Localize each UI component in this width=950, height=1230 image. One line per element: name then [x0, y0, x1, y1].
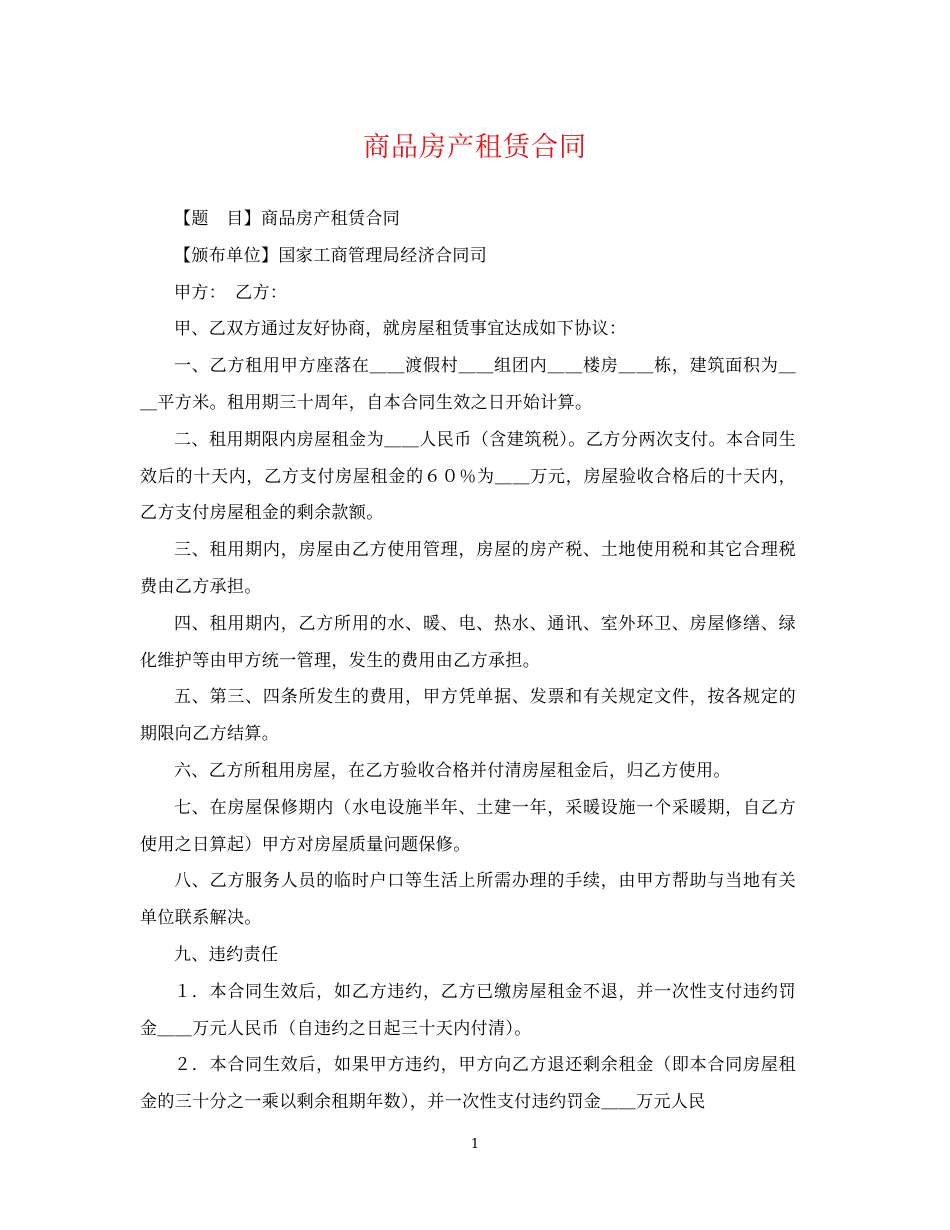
paragraph-preamble: 甲、乙双方通过友好协商，就房屋租赁事宜达成如下协议：	[174, 319, 627, 340]
paragraph-clause-5: 五、第三、四条所发生的费用，甲方凭单据、发票和有关规定文件，按各规定的期限向乙方结算。	[140, 687, 796, 745]
paragraph-clause-8: 八、乙方服务人员的临时户口等生活上所需办理的手续，由甲方帮助与当地有关单位联系解决。	[140, 871, 796, 929]
paragraph-clause-3: 三、租用期内，房屋由乙方使用管理，房屋的房产税、土地使用税和其它合理税费由乙方承担。	[140, 540, 796, 597]
paragraph-clause-6: 六、乙方所租用房屋，在乙方验收合格并付清房屋租金后，归乙方使用。	[174, 760, 731, 781]
paragraph-clause-2: 二、租用期限内房屋租金为＿＿人民币（含建筑税）。乙方分两次支付。本合同生效后的十天内，乙方支付房屋租金的６０％为＿＿万元，房屋验收合格后的十天内，乙方支付房屋租金的剩余款额。	[140, 429, 796, 524]
document-body	[140, 201, 796, 1121]
paragraph-clause-4: 四、租用期内，乙方所用的水、暖、电、热水、通讯、室外环卫、房屋修缮、绿化维护等由甲方统一管理，发生的费用由乙方承担。	[140, 613, 796, 671]
paragraph-clause-9-heading: 九、违约责任	[174, 944, 279, 965]
page-number: 1	[470, 1137, 480, 1152]
paragraph-clause-7: 七、在房屋保修期内（水电设施半年、土建一年，采暖设施一个采暖期，自乙方使用之日算起）甲方对房屋质量问题保修。	[140, 797, 796, 855]
paragraph-issuer: 【颁布单位】国家工商管理局经济合同司	[174, 245, 488, 266]
paragraph-subject: 【题 目】商品房产租赁合同	[174, 209, 401, 229]
paragraph-clause-9-item-2: ２．本合同生效后，如果甲方违约，甲方向乙方退还剩余租金（即本合同房屋租金的三十分之一乘以剩余租期年数），并一次性支付违约罚金＿＿万元人民	[140, 1055, 796, 1113]
paragraph-parties: 甲方： 乙方：	[174, 282, 288, 303]
paragraph-clause-9-item-1: １．本合同生效后，如乙方违约，乙方已缴房屋租金不退，并一次性支付违约罚金＿＿万元人民币（自违约之日起三十天内付清）。	[140, 981, 796, 1039]
document-title: 商品房产租赁合同	[363, 132, 587, 163]
paragraph-clause-1: 一、乙方租用甲方座落在＿＿渡假村＿＿组团内＿＿楼房＿＿栋，建筑面积为＿＿平方米。租用期三十周年，自本合同生效之日开始计算。	[140, 356, 796, 413]
